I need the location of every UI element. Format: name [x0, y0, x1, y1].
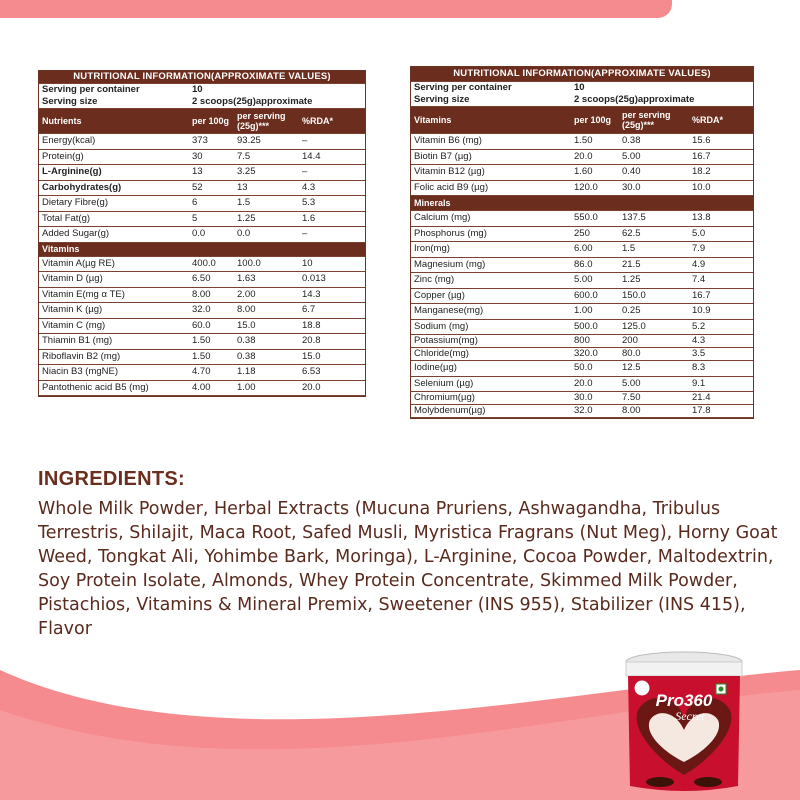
per-serving-value: 8.00	[619, 405, 689, 418]
rda-value: 10.0	[689, 180, 753, 196]
ingredients-text: Whole Milk Powder, Herbal Extracts (Mucuna Pruriens, Ashwagandha, Tribulus Terrestris, Shilajit, Maca Root, Safed Musli, Myristica Fragrans (Nut Meg), Horny Goat Weed, Tongkat Ali, Yohimbe Bark, Moringa), L-Arginine, Cocoa Powder, Maltodextrin, Soy Protein Isolate, Almonds, Whey Protein Concentrate, Skimmed Milk Powder, Pistachios, Vitamins & Mineral Premix, Sweetener (INS 955), Stabilizer (INS 415), Flavor	[38, 499, 778, 639]
table-title: NUTRITIONAL INFORMATION(APPROXIMATE VALUES)	[411, 67, 753, 82]
per-100g-value: 6	[189, 196, 234, 212]
per-serving-value: 13	[234, 180, 299, 196]
table-title: NUTRITIONAL INFORMATION(APPROXIMATE VALUES)	[39, 71, 365, 84]
per-serving-value: 1.5	[619, 242, 689, 258]
serving-per-container-label: Serving per container	[414, 82, 512, 93]
nutrient-name: Added Sugar(g)	[39, 227, 189, 243]
per-serving-value: 0.0	[234, 227, 299, 243]
rda-value: 10.9	[689, 304, 753, 320]
table-row	[411, 288, 753, 304]
nutrient-name: Total Fat(g)	[39, 211, 189, 227]
nutrient-name: Phosphorus (mg)	[411, 226, 571, 242]
per-100g-value: 500.0	[571, 319, 619, 335]
per-serving-value: 200	[619, 335, 689, 348]
per-serving-value: 5.00	[619, 376, 689, 392]
column-header-vitamins: Vitamins	[411, 107, 571, 134]
per-100g-value: 30.0	[571, 392, 619, 405]
table-row	[411, 211, 753, 227]
table-row	[39, 165, 365, 181]
rda-value: 6.53	[299, 365, 365, 381]
rda-value: 17.8	[689, 405, 753, 418]
nutrient-name: Vitamin B12 (µg)	[411, 165, 571, 181]
per-100g-value: 60.0	[189, 318, 234, 334]
serving-size-value: 2 scoops(25g)approximate	[571, 94, 753, 107]
rda-value: 1.6	[299, 211, 365, 227]
per-100g-value: 20.0	[571, 376, 619, 392]
rda-value: –	[299, 227, 365, 243]
table-row	[39, 303, 365, 319]
per-100g-value: 6.00	[571, 242, 619, 258]
serving-per-container-value: 10	[192, 84, 203, 95]
table-row	[411, 304, 753, 320]
nutrient-name: Riboflavin B2 (mg)	[39, 349, 189, 365]
table-row	[39, 134, 365, 150]
per-100g-value: 320.0	[571, 348, 619, 361]
per-serving-value: 1.25	[619, 273, 689, 289]
rda-value: 9.1	[689, 376, 753, 392]
product-logo-subtext: Secret	[675, 709, 705, 723]
table-row	[411, 180, 753, 196]
rda-value: 10	[299, 256, 365, 272]
table-row	[411, 335, 753, 348]
per-100g-value: 120.0	[571, 180, 619, 196]
per-serving-value: 80.0	[619, 348, 689, 361]
per-serving-value: 0.40	[619, 165, 689, 181]
rda-value: 13.8	[689, 211, 753, 227]
per-serving-value: 93.25	[234, 134, 299, 150]
table-row	[411, 165, 753, 181]
per-serving-value: 21.5	[619, 257, 689, 273]
per-serving-value: 0.25	[619, 304, 689, 320]
column-header-per-serving: per serving (25g)***	[234, 109, 299, 134]
table-row	[411, 273, 753, 289]
table-row	[411, 376, 753, 392]
nutrient-name: Vitamin E(mg α TE)	[39, 287, 189, 303]
serving-per-container-label: Serving per container	[42, 84, 140, 95]
rda-value: 14.4	[299, 149, 365, 165]
nutrient-name: Vitamin D (µg)	[39, 272, 189, 288]
per-100g-value: 8.00	[189, 287, 234, 303]
per-100g-value: 550.0	[571, 211, 619, 227]
per-serving-value: 1.63	[234, 272, 299, 288]
table-row	[411, 257, 753, 273]
rda-value: 8.3	[689, 361, 753, 377]
column-header-nutrients: Nutrients	[39, 109, 189, 134]
per-100g-value: 50.0	[571, 361, 619, 377]
table-row	[39, 334, 365, 350]
table-row	[411, 361, 753, 377]
table-row	[39, 380, 365, 396]
per-serving-value: 30.0	[619, 180, 689, 196]
rda-value: 7.9	[689, 242, 753, 258]
per-serving-value: 0.38	[619, 134, 689, 150]
per-100g-value: 373	[189, 134, 234, 150]
nutrient-name: Chloride(mg)	[411, 348, 571, 361]
serving-per-container-value: 10	[574, 82, 585, 93]
rda-value: 5.3	[299, 196, 365, 212]
rda-value: 18.8	[299, 318, 365, 334]
per-100g-value: 5.00	[571, 273, 619, 289]
per-serving-value: 137.5	[619, 211, 689, 227]
rda-value: 21.4	[689, 392, 753, 405]
table-row	[39, 365, 365, 381]
per-100g-value: 30	[189, 149, 234, 165]
rda-value: 0.013	[299, 272, 365, 288]
nutrient-name: Zinc (mg)	[411, 273, 571, 289]
per-100g-value: 4.00	[189, 380, 234, 396]
nutrient-name: Biotin B7 (µg)	[411, 149, 571, 165]
rda-value: 14.3	[299, 287, 365, 303]
per-100g-value: 1.00	[571, 304, 619, 320]
nutrient-name: Niacin B3 (mgNE)	[39, 365, 189, 381]
top-decorative-band	[0, 0, 672, 18]
nutrient-name: Potassium(mg)	[411, 335, 571, 348]
per-serving-value: 7.50	[619, 392, 689, 405]
table-row	[39, 211, 365, 227]
rda-value: 15.0	[299, 349, 365, 365]
rda-value: 5.0	[689, 226, 753, 242]
per-serving-value: 0.38	[234, 349, 299, 365]
per-serving-value: 125.0	[619, 319, 689, 335]
per-100g-value: 86.0	[571, 257, 619, 273]
rda-value: –	[299, 134, 365, 150]
table-row	[39, 318, 365, 334]
table-row	[411, 319, 753, 335]
rda-value: 16.7	[689, 288, 753, 304]
per-serving-value: 1.25	[234, 211, 299, 227]
per-100g-value: 250	[571, 226, 619, 242]
nutrient-name: Carbohydrates(g)	[39, 180, 189, 196]
table-row	[39, 180, 365, 196]
table-row	[39, 272, 365, 288]
nutrient-name: Thiamin B1 (mg)	[39, 334, 189, 350]
nutrient-name: Vitamin K (µg)	[39, 303, 189, 319]
rda-value: 16.7	[689, 149, 753, 165]
rda-value: 6.7	[299, 303, 365, 319]
per-100g-value: 1.50	[189, 334, 234, 350]
nutrient-name: Protein(g)	[39, 149, 189, 165]
per-100g-value: 1.60	[571, 165, 619, 181]
per-serving-value: 100.0	[234, 256, 299, 272]
table-row	[411, 226, 753, 242]
nutrient-name: Pantothenic acid B5 (mg)	[39, 380, 189, 396]
per-100g-value: 4.70	[189, 365, 234, 381]
nutrient-name: Vitamin C (mg)	[39, 318, 189, 334]
nutrient-name: Dietary Fibre(g)	[39, 196, 189, 212]
per-serving-value: 1.18	[234, 365, 299, 381]
nutrient-name: Selenium (µg)	[411, 376, 571, 392]
nutrient-name: Magnesium (mg)	[411, 257, 571, 273]
per-serving-value: 12.5	[619, 361, 689, 377]
nutrient-name: Vitamin A(µg RE)	[39, 256, 189, 272]
table-row	[39, 287, 365, 303]
table-row	[411, 348, 753, 361]
rda-value: 5.2	[689, 319, 753, 335]
per-serving-value: 8.00	[234, 303, 299, 319]
nutrient-name: Iodine(µg)	[411, 361, 571, 377]
nutrient-name: L-Arginine(g)	[39, 165, 189, 181]
per-100g-value: 13	[189, 165, 234, 181]
per-100g-value: 20.0	[571, 149, 619, 165]
per-serving-value: 150.0	[619, 288, 689, 304]
per-100g-value: 800	[571, 335, 619, 348]
table-row	[411, 149, 753, 165]
column-header-per-serving: per serving (25g)***	[619, 107, 689, 134]
column-header-rda: %RDA*	[299, 109, 365, 134]
nutrient-name: Copper (µg)	[411, 288, 571, 304]
per-100g-value: 1.50	[189, 349, 234, 365]
product-jar-image	[620, 650, 748, 795]
nutrition-table-left	[38, 70, 366, 397]
per-100g-value: 0.0	[189, 227, 234, 243]
per-serving-value: 0.38	[234, 334, 299, 350]
per-100g-value: 400.0	[189, 256, 234, 272]
rda-value: 18.2	[689, 165, 753, 181]
per-serving-value: 1.00	[234, 380, 299, 396]
per-100g-value: 1.50	[571, 134, 619, 150]
per-serving-value: 62.5	[619, 226, 689, 242]
column-header-per-100g: per 100g	[571, 107, 619, 134]
per-100g-value: 52	[189, 180, 234, 196]
table-row	[39, 227, 365, 243]
nutrient-name: Sodium (mg)	[411, 319, 571, 335]
per-100g-value: 600.0	[571, 288, 619, 304]
table-row	[411, 405, 753, 418]
table-row	[411, 134, 753, 150]
nutrient-name: Calcium (mg)	[411, 211, 571, 227]
column-header-per-100g: per 100g	[189, 109, 234, 134]
rda-value: 20.8	[299, 334, 365, 350]
table-row	[39, 196, 365, 212]
table-row	[411, 242, 753, 258]
serving-size-label: Serving size	[39, 96, 189, 109]
nutrition-table-right	[410, 66, 754, 419]
per-serving-value: 15.0	[234, 318, 299, 334]
rda-value: 4.3	[689, 335, 753, 348]
rda-value: –	[299, 165, 365, 181]
ingredients-heading: INGREDIENTS:	[38, 468, 185, 490]
nutrient-name: Chromium(µg)	[411, 392, 571, 405]
table-row	[411, 392, 753, 405]
per-serving-value: 2.00	[234, 287, 299, 303]
table-row	[39, 149, 365, 165]
per-100g-value: 32.0	[571, 405, 619, 418]
rda-value: 4.9	[689, 257, 753, 273]
per-serving-value: 7.5	[234, 149, 299, 165]
serving-size-label: Serving size	[411, 94, 571, 107]
nutrient-name: Manganese(mg)	[411, 304, 571, 320]
serving-size-value: 2 scoops(25g)approximate	[189, 96, 365, 109]
nutrient-name: Folic acid B9 (µg)	[411, 180, 571, 196]
table-row	[39, 256, 365, 272]
column-header-rda: %RDA*	[689, 107, 753, 134]
per-100g-value: 5	[189, 211, 234, 227]
per-serving-value: 1.5	[234, 196, 299, 212]
per-100g-value: 6.50	[189, 272, 234, 288]
rda-value: 3.5	[689, 348, 753, 361]
nutrient-name: Iron(mg)	[411, 242, 571, 258]
per-serving-value: 5.00	[619, 149, 689, 165]
per-100g-value: 32.0	[189, 303, 234, 319]
nutrient-name: Energy(kcal)	[39, 134, 189, 150]
section-header-minerals: Minerals	[411, 196, 753, 211]
nutrient-name: Vitamin B6 (mg)	[411, 134, 571, 150]
section-header-vitamins: Vitamins	[39, 242, 365, 256]
per-serving-value: 3.25	[234, 165, 299, 181]
rda-value: 20.0	[299, 380, 365, 396]
nutrient-name: Molybdenum(µg)	[411, 405, 571, 418]
table-row	[39, 349, 365, 365]
rda-value: 7.4	[689, 273, 753, 289]
product-logo-text: Pro360	[655, 691, 713, 710]
rda-value: 4.3	[299, 180, 365, 196]
rda-value: 15.6	[689, 134, 753, 150]
